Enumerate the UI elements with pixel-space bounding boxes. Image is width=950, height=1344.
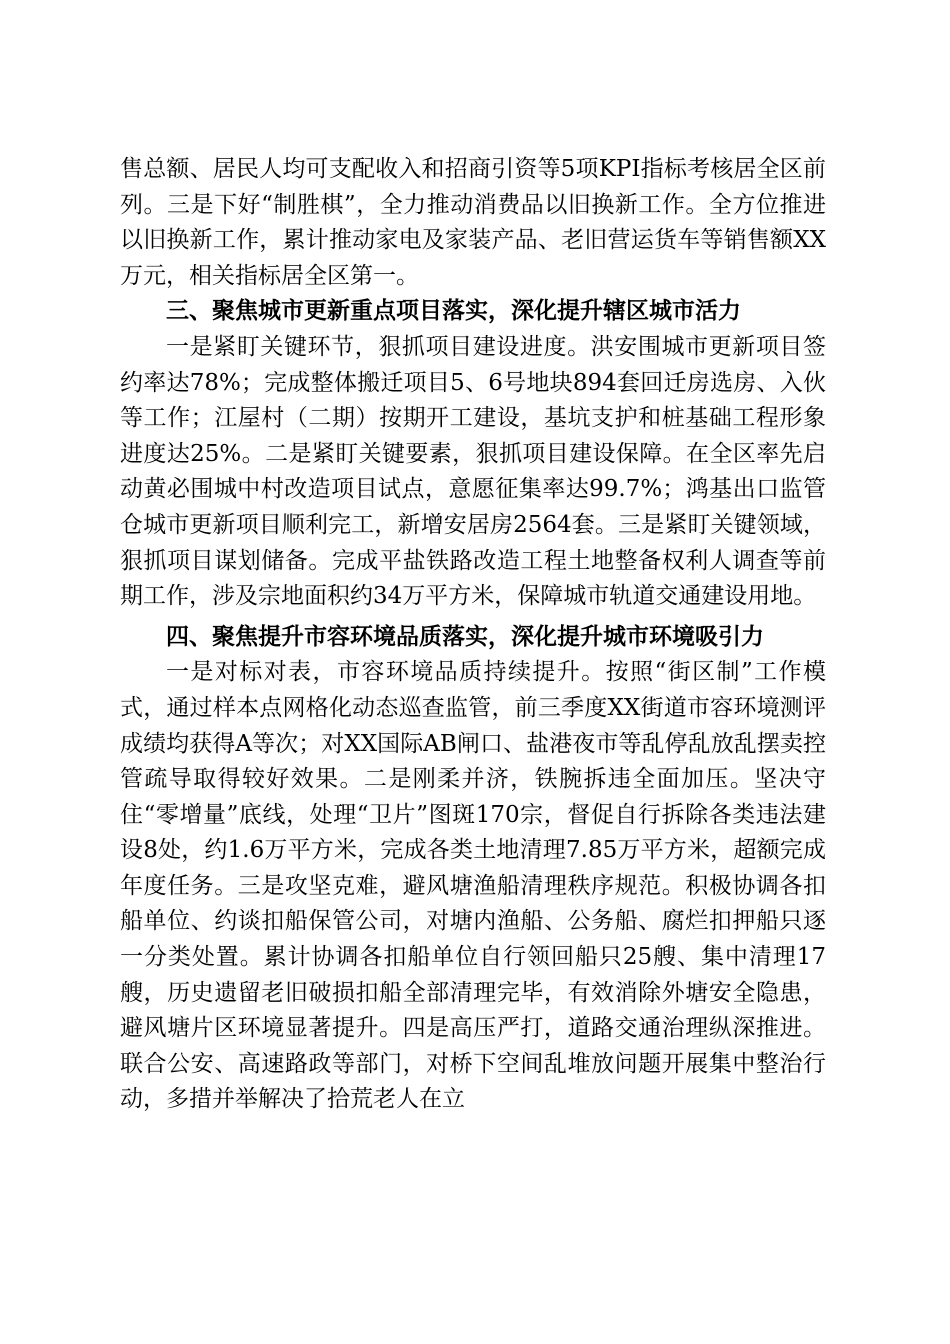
- paragraph-continuation: 售总额、居民人均可支配收入和招商引资等5项KPI指标考核居全区前列。三是下好“制胜棋”，全力推动消费品以旧换新工作。全方位推进以旧换新工作，累计推动家电及家装产品、老旧营运货车等销售额XX万元，相关指标居全区第一。: [120, 156, 826, 289]
- section-heading-4: 四、聚焦提升市容环境品质落实，深化提升城市环境吸引力: [166, 623, 764, 650]
- paragraph-city-environment: 一是对标对表，市容环境品质持续提升。按照“街区制”工作模式，通过样本点网格化动态巡查监管，前三季度XX街道市容环境测评成绩均获得A等次；对XX国际AB闸口、盐港夜市等乱停乱放乱摆卖控管疏导取得较好效果。二是刚柔并济，铁腕拆违全面加压。坚决守住“零增量”底线，处理“卫片”图斑170宗，督促自行拆除各类违法建设8处，约1.6万平方米，完成各类土地清理7.85万平方米，超额完成年度任务。三是攻坚克难，避风塘渔船清理秩序规范。积极协调各扣船单位、约谈扣船保管公司，对塘内渔船、公务船、腐烂扣押船只逐一分类处置。累计协调各扣船单位自行领回船只25艘、集中清理17艘，历史遗留老旧破损扣船全部清理完毕，有效消除外塘安全隐患，避风塘片区环境显著提升。四是高压严打，道路交通治理纵深推进。联合公安、高速路政等部门，对桥下空间乱堆放问题开展集中整治行动，多措并举解决了拾荒老人在立: [120, 659, 826, 1113]
- document-page: [120, 152, 826, 1118]
- section-heading-3: 三、聚焦城市更新重点项目落实，深化提升辖区城市活力: [166, 298, 741, 325]
- paragraph-urban-renewal: 一是紧盯关键环节，狠抓项目建设进度。洪安围城市更新项目签约率达78%；完成整体搬迁项目5、6号地块894套回迁房选房、入伙等工作；江屋村（二期）按期开工建设，基坑支护和桩基础工程形象进度达25%。二是紧盯关键要素，狠抓项目建设保障。在全区率先启动黄必围城中村改造项目试点，意愿征集率达99.7%；鸿基出口监管仓城市更新项目顺利完工，新增安居房2564套。三是紧盯关键领域，狠抓项目谋划储备。完成平盐铁路改造工程土地整备权利人调查等前期工作，涉及宗地面积约34万平方米，保障城市轨道交通建设用地。: [120, 333, 826, 610]
